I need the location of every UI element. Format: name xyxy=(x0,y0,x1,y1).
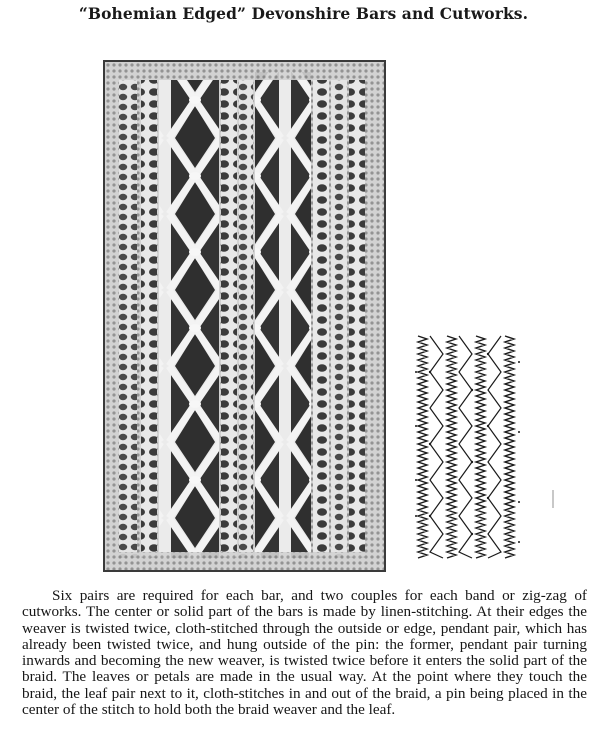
body-text xyxy=(22,588,587,718)
instruction-paragraph: Six pairs are required for each bar, and two couples for each band or zig-zag of cutworks. The center or solid part of the bars is made by linen-stitching. At their edges the weaver is twisted twice, cloth-stitched through the outside or edge, pendant pair, which has already been twisted twice, and hung outside of the pin: the former, pendant pair turning inwards and becoming the new weaver, is twisted twice before it enters the solid part of the braid. The leaves or petals are made in the usual way. At the point where they touch the braid, the leaf pair next to it, cloth-stitches in and out of the braid, a pin being placed in the center of the stitch to hold both the braid weaver and the leaf. xyxy=(22,587,587,719)
zigzag-diagram-graphic xyxy=(415,332,527,564)
page-title: “Bohemian Edged” Devonshire Bars and Cutworks. xyxy=(78,4,529,23)
lace-photo-graphic xyxy=(105,62,384,570)
lace-photo xyxy=(103,60,386,572)
pricking-diagram xyxy=(415,332,527,564)
page-smudge xyxy=(552,490,554,508)
